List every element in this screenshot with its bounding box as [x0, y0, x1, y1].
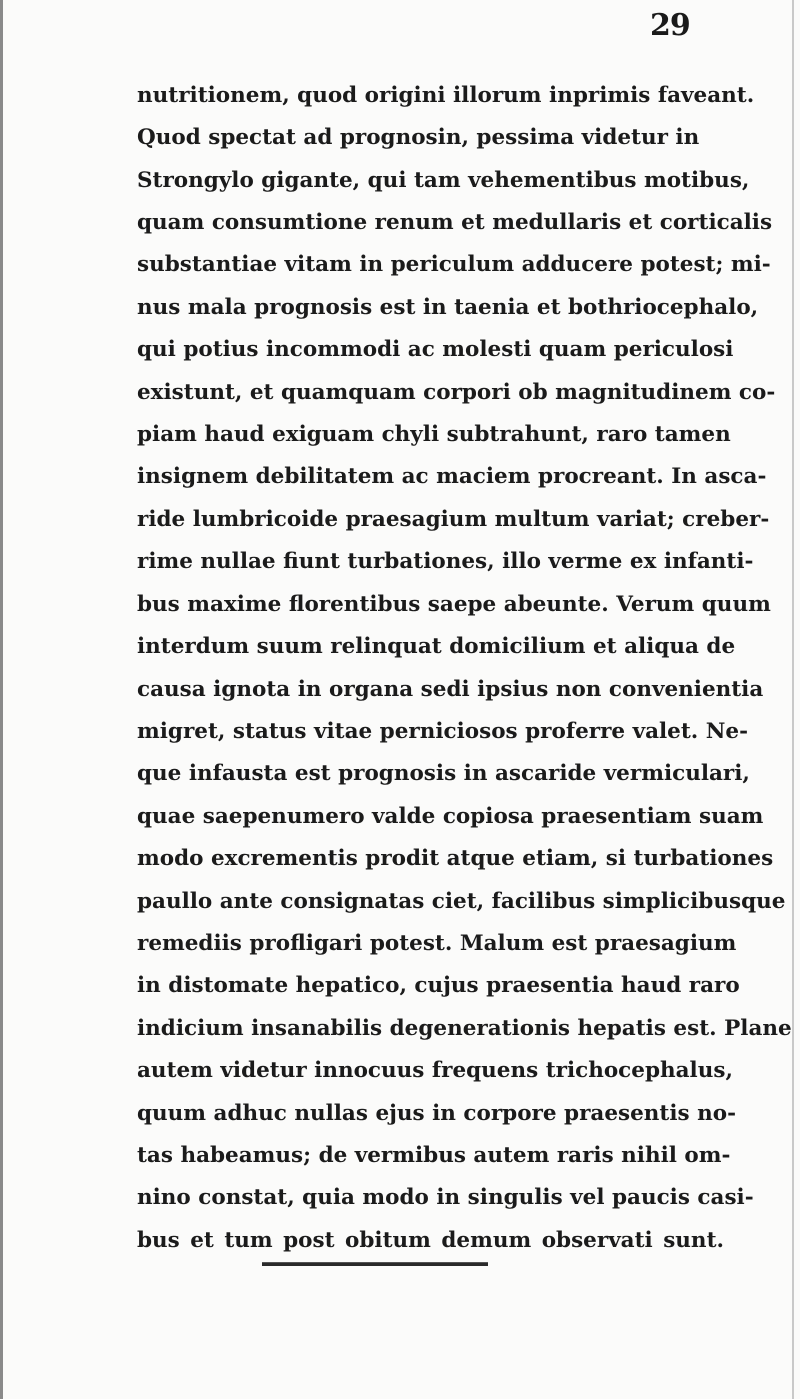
text-line: nino constat, quia modo in singulis vel paucis casi-: [137, 1185, 754, 1210]
text-line: ride lumbricoide praesagium multum variat; creber-: [137, 507, 770, 532]
text-line: piam haud exiguam chyli subtrahunt, raro tamen: [137, 422, 731, 447]
text-line: rime nullae fiunt turbationes, illo verme ex infanti-: [137, 549, 754, 574]
page-number: 29: [650, 8, 690, 43]
text-line: tas habeamus; de vermibus autem raris nihil om-: [137, 1143, 731, 1168]
text-line: nus mala prognosis est in taenia et bothriocephalo,: [137, 295, 759, 320]
text-line: modo excrementis prodit atque etiam, si turbationes: [137, 846, 774, 871]
text-line: interdum suum relinquat domicilium et aliqua de: [137, 634, 736, 659]
text-line: quam consumtione renum et medullaris et corticalis: [137, 210, 773, 235]
text-line: remediis profligari potest. Malum est praesagium: [137, 931, 737, 956]
text-line: in distomate hepatico, cujus praesentia haud raro: [137, 973, 740, 998]
text-line: quum adhuc nullas ejus in corpore praesentis no-: [137, 1101, 737, 1126]
end-rule: [262, 1262, 488, 1266]
text-line: quae saepenumero valde copiosa praesentiam suam: [137, 804, 764, 829]
text-line: nutritionem, quod origini illorum inprimis faveant.: [137, 83, 755, 108]
text-line: insignem debilitatem ac maciem procreant. In asca-: [137, 464, 767, 489]
text-line: substantiae vitam in periculum adducere potest; mi-: [137, 252, 771, 277]
text-line: indicium insanabilis degenerationis hepatis est. Plane: [137, 1016, 792, 1041]
text-line: causa ignota in organa sedi ipsius non convenientia: [137, 677, 764, 702]
text-line: Quod spectat ad prognosin, pessima videtur in: [137, 125, 700, 150]
text-line: autem videtur innocuus frequens trichocephalus,: [137, 1058, 733, 1083]
text-line: paullo ante consignatas ciet, facilibus simplicibusque: [137, 889, 786, 914]
text-line: que infausta est prognosis in ascaride vermiculari,: [137, 761, 750, 786]
text-line: Strongylo gigante, qui tam vehementibus motibus,: [137, 168, 750, 193]
text-line: bus et tum post obitum demum observati sunt.: [137, 1228, 724, 1253]
text-line: qui potius incommodi ac molesti quam periculosi: [137, 337, 734, 362]
text-line: bus maxime florentibus saepe abeunte. Verum quum: [137, 592, 771, 617]
text-line: existunt, et quamquam corpori ob magnitudinem co-: [137, 380, 776, 405]
text-line: migret, status vitae perniciosos proferre valet. Ne-: [137, 719, 749, 744]
